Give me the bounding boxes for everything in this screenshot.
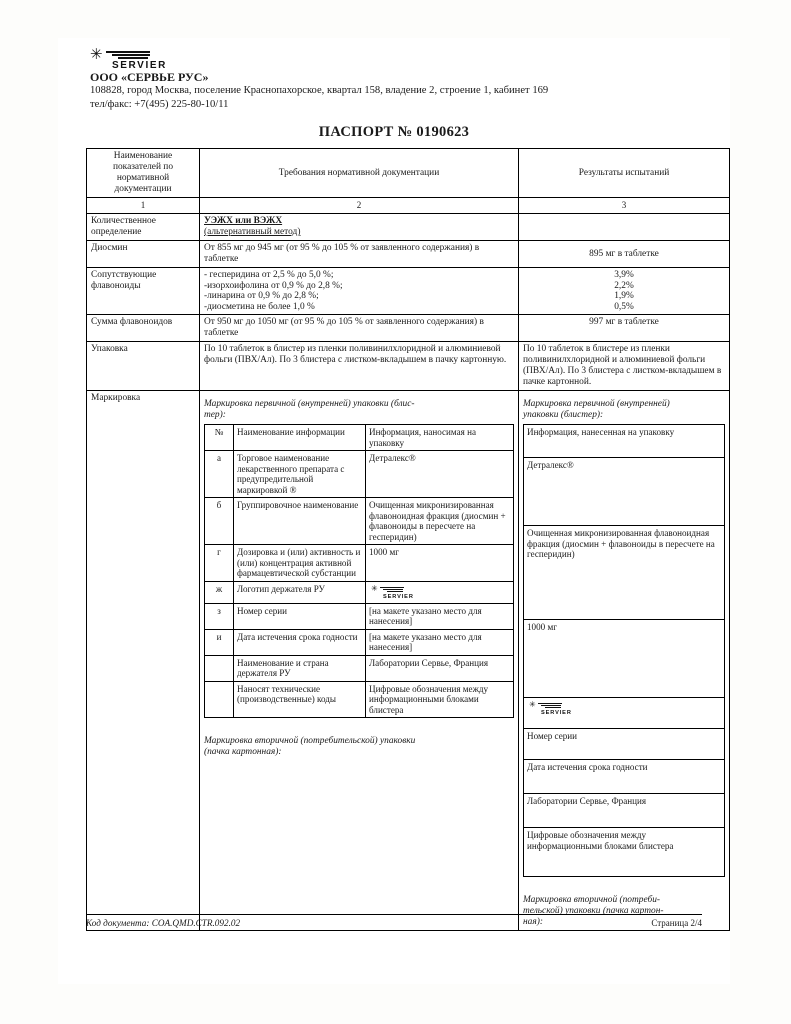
table-row — [87, 214, 730, 241]
page-title: ПАСПОРТ № 0190623 — [318, 124, 470, 140]
inner-num — [205, 655, 234, 681]
servier-logo — [90, 46, 210, 72]
inner-info-applied: Цифровые обозначения между информационными блоками блистера — [366, 681, 514, 718]
inner-info-applied: [на макете указано место для нанесения] — [366, 603, 514, 629]
row-result-sum: 997 мг в таблетке — [519, 315, 730, 342]
table-number-row — [87, 198, 730, 214]
result-line: 0,5% — [614, 301, 634, 312]
inner-num: б — [205, 498, 234, 545]
inner-info-applied: Детралекс® — [366, 451, 514, 498]
num-col-1: 1 — [87, 198, 200, 214]
result-value: Цифровые обозначения между информационными блоками блистера — [524, 828, 725, 877]
logo-wordmark: SERVIER — [541, 710, 572, 717]
primary-marking-title-line2: тер): — [204, 410, 226, 421]
result-value: Дата истечения срока годности — [524, 760, 725, 794]
logo-star-icon: ✳ — [90, 47, 103, 63]
inner-row — [205, 545, 514, 582]
inner-num: а — [205, 451, 234, 498]
result-row — [524, 760, 725, 794]
inner-header-num: № — [205, 425, 234, 451]
result-row — [524, 620, 725, 698]
result-row — [524, 458, 725, 526]
num-col-2: 2 — [200, 198, 519, 214]
result-header-label: Информация, нанесенная на упаковку — [524, 425, 725, 458]
result-row — [524, 698, 725, 729]
document-code: Код документа: COA.QMD.CTR.092.02 — [86, 918, 241, 928]
inner-info-applied: 1000 мг — [366, 545, 514, 582]
row-req-sum: От 950 мг до 1050 мг (от 95 % до 105 % от заявленного содержания) в таблетке — [200, 315, 519, 342]
row-name-marking: Маркировка — [87, 391, 200, 931]
result-value-logo — [524, 698, 725, 729]
logo-wordmark: SERVIER — [112, 60, 167, 71]
row-req-packaging: По 10 таблеток в блистер из пленки поливинилхлоридной и алюминиевой фольги (ПВХ/Ал). По 3 блистера с листком-вкладышем в пачку картонную. — [200, 342, 519, 391]
inner-num: з — [205, 603, 234, 629]
table-row — [87, 241, 730, 268]
inner-row — [205, 681, 514, 718]
row-req-marking — [200, 391, 519, 931]
row-result-quant — [519, 214, 730, 241]
inner-info-name: Торговое наименование лекарственного препарата с предупредительной маркировкой ® — [234, 451, 366, 498]
result-row — [524, 828, 725, 877]
result-row — [524, 729, 725, 760]
row-result-marking — [519, 391, 730, 931]
inner-row — [205, 655, 514, 681]
row-name-flavonoids: Сопутствующие флавоноиды — [87, 268, 200, 315]
result-row — [524, 794, 725, 828]
servier-logo-small — [371, 585, 433, 599]
inner-row — [205, 603, 514, 629]
inner-info-name: Группировочное наименование — [234, 498, 366, 545]
row-name-quant: Количественное определение — [87, 214, 200, 241]
primary-marking-result-line2: упаковки (блистер): — [523, 410, 604, 421]
header-cell-results: Результаты испытаний — [519, 149, 730, 198]
req-line: -диосметина не более 1,0 % — [204, 301, 315, 312]
req-method-title: УЭЖХ или ВЭЖХ — [204, 216, 283, 226]
req-line: - гесперидина от 2,5 % до 5,0 %; — [204, 270, 334, 280]
company-phone: тел/факс: +7(495) 225-80-10/11 — [90, 99, 229, 110]
row-name-packaging: Упаковка — [87, 342, 200, 391]
inner-row — [205, 629, 514, 655]
inner-header-info-applied: Информация, наносимая на упаковку — [366, 425, 514, 451]
passport-table — [86, 148, 730, 931]
secondary-marking-result-line1: Маркировка вторичной (потреби- — [523, 895, 661, 906]
secondary-marking-title-line1: Маркировка вторичной (потребительской) упаковки — [204, 736, 416, 747]
table-header-row — [87, 149, 730, 198]
inner-info-name: Номер серии — [234, 603, 366, 629]
document-sheet — [58, 38, 730, 984]
primary-marking-result-line1: Маркировка первичной (внутренней) — [523, 399, 670, 410]
result-line: 2,2% — [614, 280, 634, 291]
result-value: Лаборатории Сервье, Франция — [524, 794, 725, 828]
row-req-diosmin: От 855 мг до 945 мг (от 95 % до 105 % от заявленного содержания) в таблетке — [200, 241, 519, 268]
req-line: -линарина от 0,9 % до 2,8 %; — [204, 291, 319, 302]
inner-info-name: Дата истечения срока годности — [234, 629, 366, 655]
inner-header-row — [205, 425, 514, 451]
logo-bars-icon — [106, 51, 152, 60]
row-result-diosmin: 895 мг в таблетке — [519, 241, 730, 268]
result-value: Детралекс® — [524, 458, 725, 526]
header-cell-requirements: Требования нормативной документации — [200, 149, 519, 198]
inner-info-name: Дозировка и (или) активность и (или) концентрация активной фармацевтической субстанции — [234, 545, 366, 582]
inner-row — [205, 451, 514, 498]
logo-star-icon: ✳ — [371, 583, 378, 593]
inner-info-name: Логотип держателя РУ — [234, 581, 366, 603]
table-row — [87, 315, 730, 342]
inner-row — [205, 581, 514, 603]
inner-info-name: Наименование и страна держателя РУ — [234, 655, 366, 681]
table-row — [87, 268, 730, 315]
inner-info-applied-logo — [366, 581, 514, 603]
req-line: -изорхоифолина от 0,9 % до 2,8 %; — [204, 280, 343, 291]
inner-num: и — [205, 629, 234, 655]
inner-info-applied: Очищенная микронизированная флавоноидная фракция (диосмин + флавоноиды в пересчете на гесперидин) — [366, 498, 514, 545]
header-cell-indicator: Наименование показателей по нормативной документации — [87, 149, 200, 198]
page-number: Страница 2/4 — [651, 918, 702, 928]
secondary-marking-result-line3: ная): — [523, 917, 543, 928]
marking-result-table — [523, 424, 725, 877]
inner-num: г — [205, 545, 234, 582]
marking-inner-table — [204, 424, 514, 718]
result-value: Номер серии — [524, 729, 725, 760]
inner-num — [205, 681, 234, 718]
num-col-3: 3 — [519, 198, 730, 214]
inner-info-applied: Лаборатории Сервье, Франция — [366, 655, 514, 681]
row-name-sum: Сумма флавоноидов — [87, 315, 200, 342]
secondary-marking-title-line2: (пачка картонная): — [204, 747, 282, 758]
primary-marking-title-line1: Маркировка первичной (внутренней) упаковки (блис- — [204, 399, 415, 410]
company-address: 108828, город Москва, поселение Краснопахорское, квартал 158, владение 2, строение 1, кабинет 169 — [90, 85, 549, 96]
result-value: 1000 мг — [524, 620, 725, 698]
result-header-row — [524, 425, 725, 458]
table-row-marking — [87, 391, 730, 931]
servier-logo-small — [529, 701, 591, 715]
secondary-marking-result-line2: тельской) упаковки (пачка картон- — [523, 906, 664, 917]
logo-star-icon: ✳ — [529, 700, 536, 710]
row-name-diosmin: Диосмин — [87, 241, 200, 268]
row-req-flavonoids — [200, 268, 519, 315]
row-result-packaging: По 10 таблеток в блистере из пленки поливинилхлоридной и алюминиевой фольги (ПВХ/Ал). По 3 блистера с листком-вкладышем в пачке картонной. — [519, 342, 730, 391]
company-header — [90, 70, 710, 112]
row-req-quant — [200, 214, 519, 241]
table-row — [87, 342, 730, 391]
company-name: ООО «СЕРВЬЕ РУС» — [90, 70, 209, 84]
footer-divider — [86, 914, 702, 915]
result-line: 3,9% — [614, 270, 634, 280]
result-row — [524, 526, 725, 620]
inner-num: ж — [205, 581, 234, 603]
row-result-flavonoids — [519, 268, 730, 315]
inner-info-name: Наносят технические (производственные) коды — [234, 681, 366, 718]
result-line: 1,9% — [614, 291, 634, 302]
logo-wordmark: SERVIER — [383, 593, 414, 600]
inner-row — [205, 498, 514, 545]
result-value: Очищенная микронизированная флавоноидная фракция (диосмин + флавоноиды в пересчете на гесперидин) — [524, 526, 725, 620]
inner-header-info-name: Наименование информации — [234, 425, 366, 451]
req-method-subtitle: (альтернативный метод) — [204, 227, 301, 237]
inner-info-applied: [на макете указано место для нанесения] — [366, 629, 514, 655]
